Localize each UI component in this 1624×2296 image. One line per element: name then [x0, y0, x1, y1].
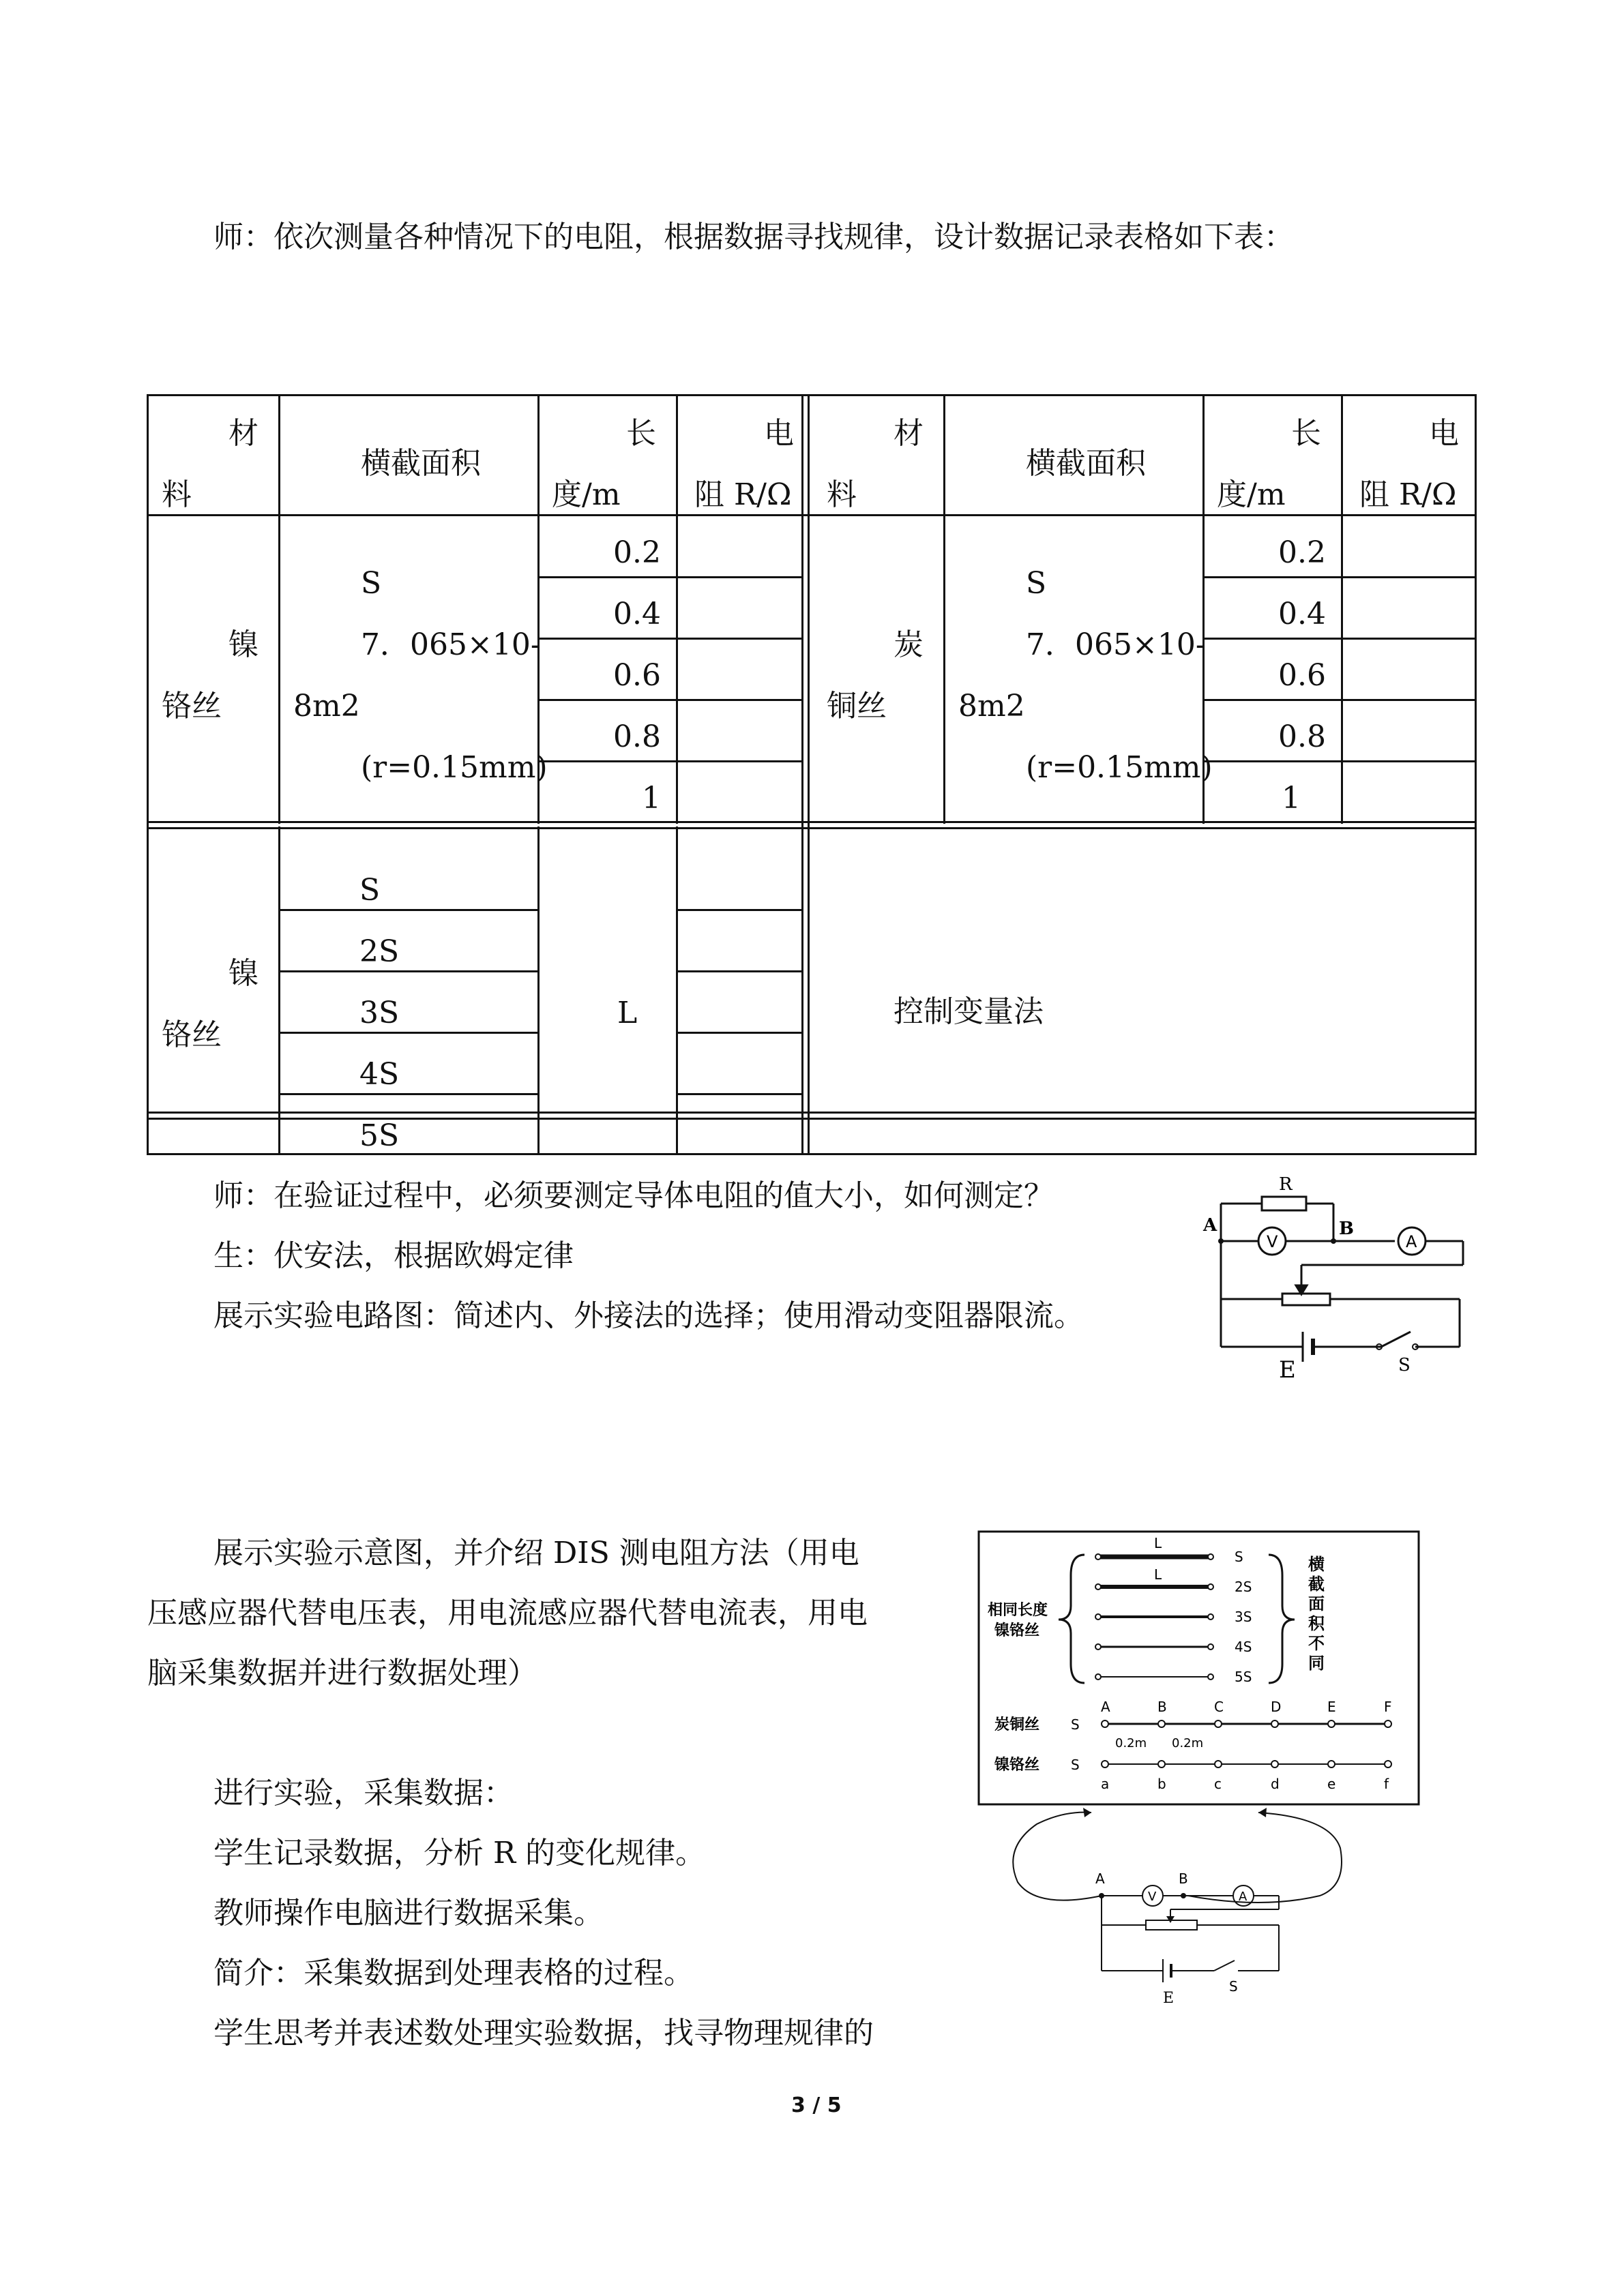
c1-e-label: E: [1279, 1356, 1296, 1384]
diff-area-char: 截: [1308, 1575, 1325, 1594]
wire-l-label: L: [1154, 1566, 1162, 1583]
block2-area-1: S: [1026, 566, 1047, 601]
c1-s-label: S: [1398, 1355, 1411, 1375]
block1-area-1: S: [361, 566, 382, 601]
c2-s-label: S: [1229, 1978, 1238, 1995]
block2-length: 0.4: [1278, 597, 1326, 631]
block2-length: 0.2: [1278, 535, 1326, 570]
block3-area: S: [359, 873, 381, 908]
diff-area-char: 面: [1308, 1594, 1325, 1613]
block2-length: 0.8: [1278, 719, 1326, 754]
c2-a-label: A: [1095, 1870, 1105, 1887]
carbon-s-label: S: [1071, 1716, 1080, 1733]
experiment-diagram: [975, 1527, 1426, 2025]
block1-length: 0.8: [613, 719, 661, 754]
block1-area-2: 7．065×10-: [361, 627, 541, 662]
block2-area-3: 8m2: [958, 689, 1025, 724]
c2-voltmeter-label: V: [1148, 1890, 1157, 1904]
intro-text: 师：依次测量各种情况下的电阻，根据数据寻找规律，设计数据记录表格如下表：: [213, 220, 1294, 254]
point-label: f: [1384, 1776, 1389, 1792]
block2-material-2: 铜丝: [827, 689, 887, 724]
point-label: F: [1384, 1699, 1392, 1715]
header-material-2: 料: [162, 477, 192, 512]
header-material-right: 材: [894, 416, 924, 451]
block1-length: 0.2: [613, 535, 661, 570]
point-label: a: [1101, 1776, 1110, 1792]
block1-material: 镍: [228, 627, 259, 662]
header-resistance-right-2: 阻 R/Ω: [1359, 477, 1457, 512]
header-length-2: 度/m: [552, 477, 621, 512]
block2-length: 0.6: [1278, 658, 1326, 693]
dis-text-2: 压感应器代替电压表，用电流感应器代替电流表，用电: [147, 1596, 868, 1630]
c1-ammeter-label: A: [1406, 1232, 1417, 1251]
c2-ammeter-label: A: [1239, 1890, 1247, 1904]
answer-text: 生：伏安法，根据欧姆定律: [213, 1238, 574, 1273]
same-length-label: 相同长度: [988, 1602, 1048, 1619]
block3-material-2: 铬丝: [162, 1017, 222, 1052]
header-material-right-2: 料: [827, 477, 857, 512]
area-label: 3S: [1235, 1609, 1252, 1625]
block3-area: 2S: [359, 934, 400, 969]
point-label: A: [1101, 1699, 1110, 1715]
wire-l-label: L: [1154, 1535, 1162, 1551]
c1-a-label: A: [1203, 1215, 1217, 1236]
area-label: S: [1235, 1549, 1243, 1565]
c1-voltmeter-label: V: [1267, 1232, 1278, 1251]
area-label: 4S: [1235, 1639, 1252, 1655]
question-text: 师：在验证过程中，必须要测定导体电阻的值大小，如何测定？: [213, 1178, 1054, 1213]
block2-area-2: 7．065×10-: [1026, 627, 1206, 662]
block3-area: 3S: [359, 996, 400, 1030]
block1-area-3: 8m2: [293, 689, 360, 724]
segment-label: 0.2m: [1172, 1736, 1204, 1750]
circuit-desc-text: 展示实验电路图：简述内、外接法的选择；使用滑动变阻器限流。: [213, 1298, 1084, 1333]
nichrome-s-label: S: [1071, 1757, 1080, 1773]
header-resistance: 电: [764, 416, 794, 451]
dis-text-1: 展示实验示意图，并介绍 DIS 测电阻方法（用电: [213, 1536, 859, 1570]
experiment-text-2: 学生记录数据，分析 R 的变化规律。: [213, 1836, 706, 1870]
point-label: C: [1214, 1699, 1224, 1715]
block3-length: L: [617, 996, 638, 1030]
header-length-right: 长: [1291, 416, 1321, 451]
diff-area-char: 积: [1308, 1614, 1325, 1633]
c2-e-label: E: [1163, 1990, 1175, 2007]
area-label: 5S: [1235, 1669, 1252, 1685]
segment-label: 0.2m: [1115, 1736, 1147, 1750]
page-number: 3 / 5: [791, 2093, 842, 2117]
c1-b-label: B: [1339, 1219, 1354, 1239]
block1-area-4: (r=0.15mm): [361, 750, 548, 785]
block2-length: 1: [1282, 781, 1301, 816]
diff-area-char: 不: [1308, 1634, 1325, 1653]
point-label: B: [1157, 1699, 1167, 1715]
area-label: 2S: [1235, 1579, 1252, 1595]
method-label: 控制变量法: [894, 994, 1044, 1029]
header-length-right-2: 度/m: [1217, 477, 1286, 512]
header-material: 材: [228, 416, 259, 451]
point-label: E: [1327, 1699, 1336, 1715]
block3-material: 镍: [228, 956, 259, 991]
experiment-text-3: 教师操作电脑进行数据采集。: [213, 1896, 604, 1930]
point-label: D: [1271, 1699, 1282, 1715]
experiment-text-4: 简介：采集数据到处理表格的过程。: [213, 1956, 694, 1991]
block1-material-2: 铬丝: [162, 689, 222, 724]
block2-area-4: (r=0.15mm): [1026, 750, 1213, 785]
diff-area-char: 同: [1308, 1654, 1325, 1673]
experiment-text-5: 学生思考并表述数处理实验数据，找寻物理规律的: [213, 2016, 874, 2051]
point-label: b: [1157, 1776, 1166, 1792]
header-area-right: 横截面积: [1026, 446, 1146, 481]
diff-area-char: 横: [1308, 1555, 1325, 1574]
header-resistance-right: 电: [1429, 416, 1459, 451]
header-length: 长: [626, 416, 656, 451]
carbon-label: 炭铜丝: [994, 1716, 1040, 1733]
block1-length: 0.6: [613, 658, 661, 693]
block3-area: 5S: [359, 1118, 400, 1153]
point-label: d: [1271, 1776, 1280, 1792]
dis-text-3: 脑采集数据并进行数据处理）: [147, 1656, 537, 1690]
block2-material: 炭: [894, 627, 924, 662]
nichrome-label-brace: 镍铬丝: [994, 1622, 1040, 1639]
experiment-text-1: 进行实验，采集数据：: [213, 1776, 514, 1810]
block1-length: 1: [642, 781, 661, 816]
c2-b-label: B: [1179, 1870, 1188, 1887]
c1-r-label: R: [1279, 1174, 1293, 1195]
point-label: e: [1327, 1776, 1336, 1792]
circuit-diagram-1: [1194, 1163, 1473, 1388]
block3-area: 4S: [359, 1057, 400, 1092]
nichrome-label: 镍铬丝: [994, 1757, 1040, 1774]
point-label: c: [1214, 1776, 1222, 1792]
header-area: 横截面积: [361, 446, 481, 481]
block1-length: 0.4: [613, 597, 661, 631]
header-resistance-2: 阻 R/Ω: [694, 477, 792, 512]
data-table: [147, 394, 1477, 1155]
